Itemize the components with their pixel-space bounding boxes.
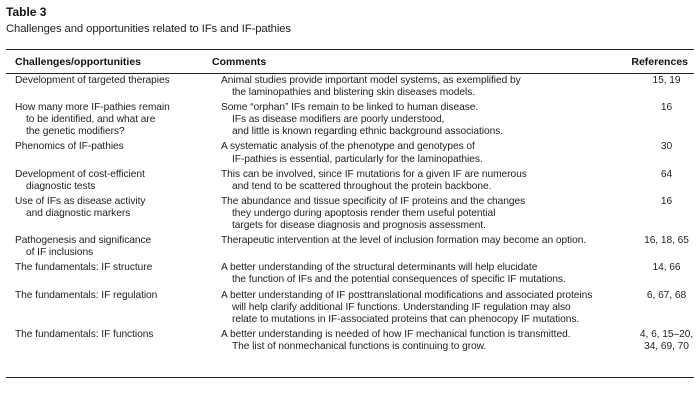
table-row — [6, 74, 694, 101]
comment-line: A better understanding is needed of how IF mechanical function is transmitted. — [221, 328, 571, 340]
header-comments: Comments — [212, 56, 267, 68]
table-label: Table 3 — [6, 5, 47, 19]
challenge-line: Development of cost-efficient — [15, 168, 145, 180]
table-row — [6, 261, 694, 288]
references-line: 16, 18, 65 — [644, 235, 689, 247]
table-row — [6, 234, 694, 261]
references-cell — [631, 195, 694, 234]
comment-line: This can be involved, since IF mutations for a given IF are numerous — [221, 168, 527, 180]
challenge-line: Phenomics of IF-pathies — [15, 141, 124, 153]
header-references: References — [631, 56, 688, 68]
comment-line: and little is known regarding ethnic background associations. — [232, 126, 504, 138]
challenge-line: to be identified, and what are — [26, 114, 156, 126]
table-row — [6, 289, 694, 328]
references-line: 6, 67, 68 — [646, 289, 687, 301]
comment-line: Some “orphan” IFs remain to be linked to human disease. — [221, 102, 479, 114]
table-row — [6, 195, 694, 234]
challenge-cell — [6, 234, 221, 261]
challenge-cell — [6, 261, 221, 288]
references-cell — [631, 101, 694, 140]
references-cell — [631, 328, 694, 355]
comment-line: the function of IFs and the potential consequences of specific IF mutations. — [232, 274, 566, 286]
comment-cell — [221, 140, 631, 167]
references-line: 34, 69, 70 — [644, 340, 689, 352]
challenge-cell — [6, 101, 221, 140]
comment-line: will help clarify additional IF functions. Understanding IF regulation may also — [232, 301, 571, 313]
comment-line: the laminopathies and blistering skin diseases models. — [232, 87, 476, 99]
challenge-line: diagnostic tests — [26, 180, 96, 192]
comment-line: relate to mutations in IF-associated proteins that can phenocopy IF mutations. — [232, 313, 580, 325]
references-line: 16 — [660, 195, 673, 207]
comment-line: A better understanding of IF posttranslational modifications and associated proteins — [221, 289, 593, 301]
references-line: 4, 6, 15–20, — [639, 328, 694, 340]
comment-line: Therapeutic intervention at the level of inclusion formation may become an option. — [221, 235, 587, 247]
references-line: 16 — [660, 102, 673, 114]
references-cell — [631, 289, 694, 328]
comment-line: they undergo during apoptosis render them useful potential — [232, 207, 496, 219]
challenge-line: Use of IFs as disease activity — [15, 195, 146, 207]
comment-cell — [221, 168, 631, 195]
references-cell — [631, 168, 694, 195]
challenge-line: of IF inclusions — [26, 247, 94, 259]
comment-cell — [221, 74, 631, 101]
table-row — [6, 140, 694, 167]
table-body — [6, 74, 694, 355]
references-line: 15, 19 — [652, 75, 681, 86]
challenge-line: Development of targeted therapies — [15, 75, 170, 86]
challenge-cell — [6, 289, 221, 328]
table-row — [6, 328, 694, 355]
references-cell — [631, 261, 694, 288]
references-cell — [631, 140, 694, 167]
comment-line: IF-pathies is essential, particularly for the laminopathies. — [232, 153, 483, 165]
references-cell — [631, 234, 694, 261]
top-rule — [6, 49, 694, 50]
comment-cell — [221, 101, 631, 140]
challenge-line: The fundamentals: IF structure — [15, 262, 153, 274]
references-line: 14, 66 — [652, 262, 681, 274]
comment-line: and tend to be scattered throughout the protein backbone. — [232, 180, 492, 192]
references-line: 64 — [660, 168, 673, 180]
challenge-line: The fundamentals: IF functions — [15, 328, 154, 340]
references-cell — [631, 74, 694, 101]
references-line: 30 — [660, 141, 673, 153]
comment-line: Animal studies provide important model systems, as exemplified by — [221, 75, 521, 86]
table-row — [6, 168, 694, 195]
comment-cell — [221, 328, 631, 355]
challenge-cell — [6, 195, 221, 234]
challenge-line: Pathogenesis and significance — [15, 235, 152, 247]
challenge-line: and diagnostic markers — [26, 207, 131, 219]
challenge-line: The fundamentals: IF regulation — [15, 289, 158, 301]
comment-line: A systematic analysis of the phenotype and genotypes of — [221, 141, 475, 153]
challenge-cell — [6, 140, 221, 167]
comment-cell — [221, 234, 631, 261]
comment-line: The list of nonmechanical functions is continuing to grow. — [232, 340, 487, 352]
comment-cell — [221, 289, 631, 328]
challenge-line: How many more IF-pathies remain — [15, 102, 170, 114]
challenge-line: the genetic modifiers? — [26, 126, 125, 138]
comment-cell — [221, 261, 631, 288]
header-challenges: Challenges/opportunities — [15, 56, 142, 68]
table-caption: Challenges and opportunities related to IFs and IF-pathies — [6, 23, 291, 35]
challenge-cell — [6, 328, 221, 355]
table-row — [6, 101, 694, 140]
challenge-cell — [6, 74, 221, 101]
comment-line: IFs as disease modifiers are poorly understood, — [232, 114, 445, 126]
comment-line: A better understanding of the structural determinants will help elucidate — [221, 262, 538, 274]
comment-line: The abundance and tissue specificity of IF proteins and the changes — [221, 195, 526, 207]
bottom-rule — [6, 377, 694, 378]
challenge-cell — [6, 168, 221, 195]
comment-line: targets for disease diagnosis and prognosis assessment. — [232, 220, 486, 232]
comment-cell — [221, 195, 631, 234]
